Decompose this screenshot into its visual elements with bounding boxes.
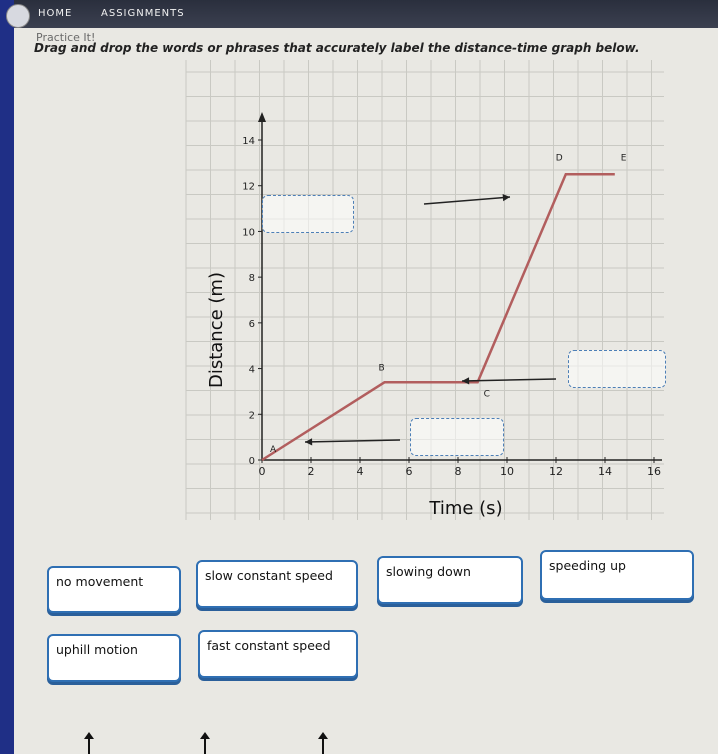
word-card-uphill-motion[interactable]	[47, 634, 181, 682]
word-card-label: fast constant speed	[207, 638, 331, 653]
x-tick-label: 4	[356, 465, 364, 478]
x-axis-label: Time (s)	[429, 498, 503, 519]
drop-target-lower[interactable]	[410, 418, 504, 456]
x-tick-label: 8	[454, 465, 462, 478]
drop-target-right[interactable]	[568, 350, 666, 388]
y-tick-label: 14	[242, 136, 255, 147]
arrow-up-icon	[322, 738, 324, 754]
word-card-speeding-up[interactable]	[540, 550, 694, 600]
y-tick-label: 6	[248, 318, 255, 330]
y-tick-label: 8	[248, 273, 255, 285]
pointer-arrow-upper	[424, 197, 510, 204]
word-card-slow-constant-speed[interactable]	[196, 560, 358, 608]
y-tick-label: 2	[248, 410, 255, 422]
point-label: D	[555, 153, 563, 164]
pointer-arrow-right	[462, 379, 556, 381]
word-card-slowing-down[interactable]	[377, 556, 523, 604]
x-tick-label: 16	[647, 465, 661, 478]
nav-home-link[interactable]: HOME	[38, 8, 73, 19]
x-tick-label: 12	[549, 465, 563, 478]
nav-assignments-link[interactable]: ASSIGNMENTS	[101, 8, 185, 19]
x-tick-label: 6	[405, 465, 413, 478]
point-label: E	[620, 153, 627, 164]
point-label: B	[378, 363, 385, 374]
y-tick-label: 0	[248, 456, 255, 467]
pointer-arrow-upper-head	[503, 194, 510, 201]
arrow-up-icon	[88, 738, 90, 754]
arrow-up-icon	[204, 738, 206, 754]
word-card-label: no movement	[56, 574, 144, 589]
point-label: A	[270, 445, 277, 455]
x-tick-label: 14	[598, 465, 612, 478]
point-label: C	[483, 389, 490, 400]
instructions-text: Drag and drop the words or phrases that accurately label the distance-time graph below.	[34, 41, 640, 55]
x-tick-label: 0	[258, 465, 266, 478]
practice-heading: Practice It!	[36, 31, 96, 44]
y-axis-label: Distance (m)	[206, 271, 227, 389]
drop-target-upper[interactable]	[262, 195, 354, 233]
y-tick-label: 12	[242, 181, 255, 193]
x-tick-label: 10	[500, 465, 514, 478]
word-card-fast-constant-speed[interactable]	[198, 630, 358, 678]
x-tick-label: 2	[307, 465, 315, 478]
word-card-label: speeding up	[549, 558, 626, 573]
word-card-label: slow constant speed	[205, 568, 333, 583]
word-card-label: uphill motion	[56, 642, 138, 657]
y-tick-label: 4	[248, 364, 255, 376]
y-tick-label: 10	[242, 227, 255, 239]
pointer-arrow-lower	[305, 440, 400, 442]
word-card-no-movement[interactable]	[47, 566, 181, 613]
word-card-label: slowing down	[386, 564, 471, 579]
